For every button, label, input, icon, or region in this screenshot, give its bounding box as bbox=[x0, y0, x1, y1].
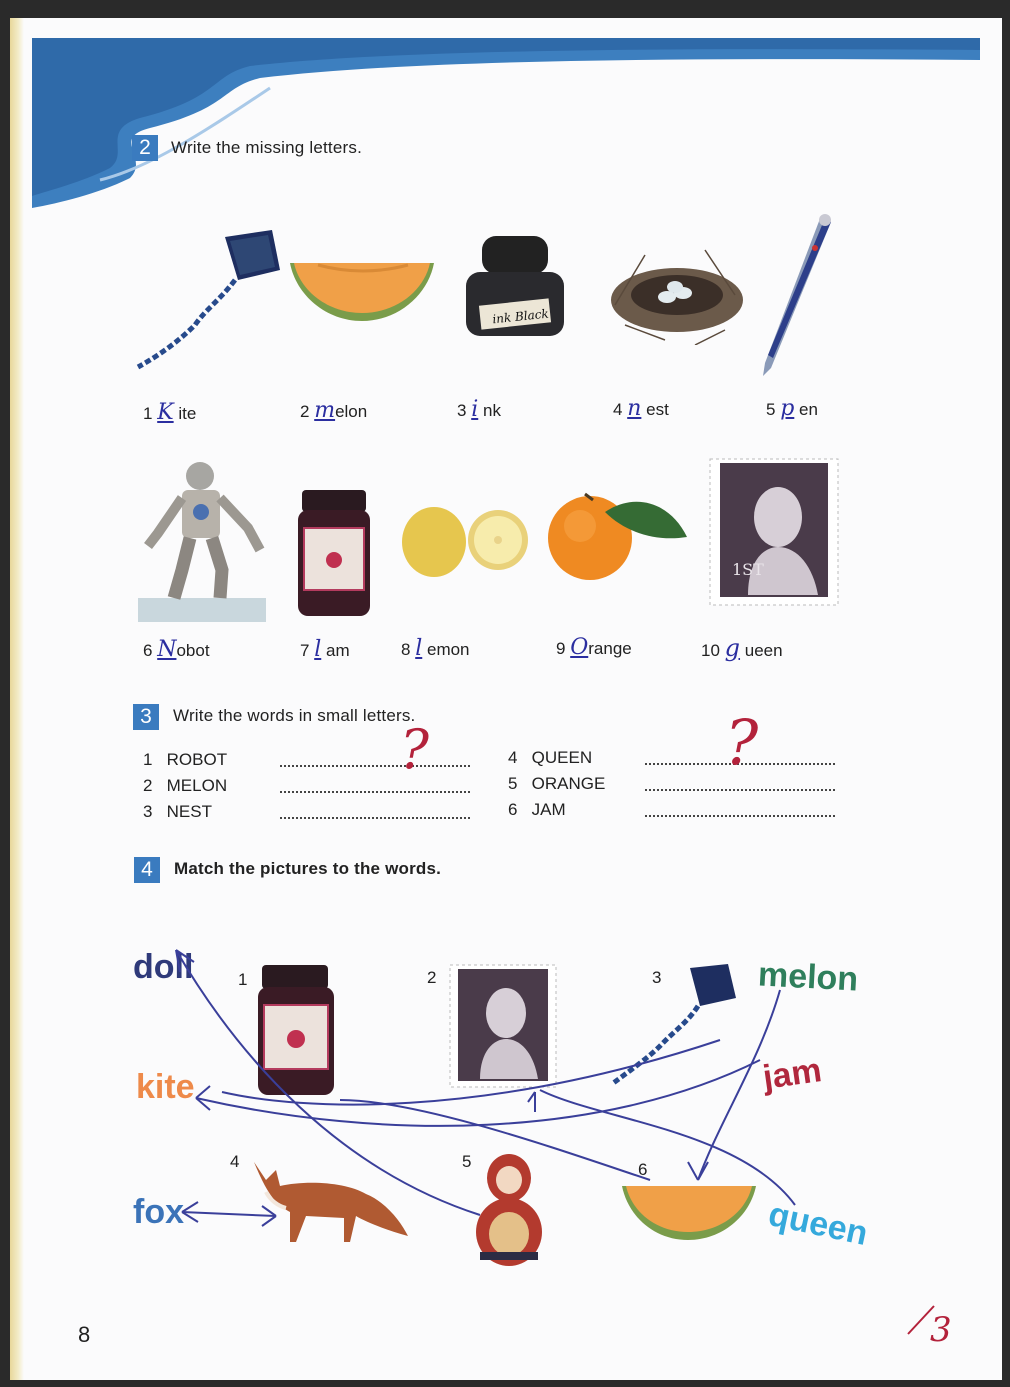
teacher-mark-stroke bbox=[900, 1300, 940, 1340]
ex3-item-1: 1 ROBOT bbox=[143, 750, 228, 769]
pic-number-6: 6 bbox=[638, 1160, 648, 1179]
word-queen[interactable]: queen bbox=[765, 1195, 872, 1254]
pic-number-4: 4 bbox=[230, 1152, 240, 1171]
ex3-title: Write the words in small letters. bbox=[173, 706, 416, 725]
ex2-item-5: 5 p en bbox=[766, 396, 818, 421]
word-doll[interactable]: doll bbox=[133, 948, 194, 986]
word-fox[interactable]: fox bbox=[133, 1193, 184, 1231]
ex3-item-2: 2 MELON bbox=[143, 776, 228, 795]
ex2-item-10: 10 g ueen bbox=[701, 634, 783, 662]
word-kite[interactable]: kite bbox=[136, 1068, 195, 1106]
word-melon[interactable]: melon bbox=[757, 955, 860, 999]
question-mark-left: ? bbox=[400, 718, 429, 781]
pic-number-5: 5 bbox=[462, 1152, 472, 1171]
ex2-number: 2 bbox=[132, 135, 158, 161]
teacher-mark: 3 bbox=[930, 1310, 952, 1350]
ex4-title: Match the pictures to the words. bbox=[174, 859, 442, 878]
page-number: 8 bbox=[78, 1322, 91, 1347]
ex2-item-8: 8 l emon bbox=[401, 636, 470, 661]
pic-number-1: 1 bbox=[238, 970, 248, 989]
ex2-item-4: 4 n est bbox=[613, 396, 669, 421]
ex4-number: 4 bbox=[134, 857, 160, 883]
ex3-item-5: 5 ORANGE bbox=[508, 774, 606, 793]
word-jam[interactable]: jam bbox=[760, 1051, 824, 1097]
pic-number-2: 2 bbox=[427, 968, 437, 987]
ex3-item-6: 6 JAM bbox=[508, 800, 566, 819]
ex2-item-1: 1 K ite bbox=[143, 400, 197, 425]
ex2-item-7: 7 l am bbox=[300, 637, 350, 662]
ex3-item-4: 4 QUEEN bbox=[508, 748, 593, 767]
ex2-item-2: 2 melon bbox=[300, 398, 368, 423]
question-mark-right: ? bbox=[725, 706, 759, 779]
ex3-number: 3 bbox=[133, 704, 159, 730]
ex2-title: Write the missing letters. bbox=[171, 138, 362, 157]
ink-label: ink Black bbox=[491, 306, 550, 327]
pic-number-3: 3 bbox=[652, 968, 662, 987]
ex2-item-6: 6 Nobot bbox=[143, 637, 210, 662]
ex3-item-3: 3 NEST bbox=[143, 802, 212, 821]
stamp-class-label: 1ST bbox=[732, 560, 764, 579]
ex2-item-3: 3 i nk bbox=[457, 397, 501, 422]
ex2-item-9: 9 Orange bbox=[556, 635, 632, 660]
